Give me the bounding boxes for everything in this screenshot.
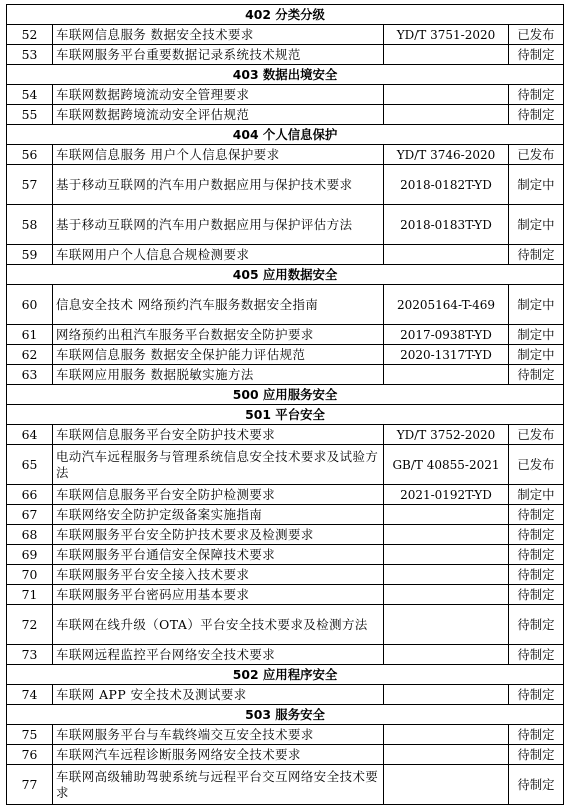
- standard-name: 车联网信息服务 用户个人信息保护要求: [53, 145, 384, 165]
- section-header-row: [7, 705, 564, 725]
- status-cell: 待制定: [509, 745, 564, 765]
- table-row: [7, 685, 564, 705]
- table-row: [7, 165, 564, 205]
- standard-name: 车联网高级辅助驾驶系统与远程平台交互网络安全技术要求: [53, 765, 384, 805]
- standard-code: [384, 725, 509, 745]
- section-header-row: [7, 5, 564, 25]
- row-number: 52: [7, 25, 53, 45]
- section-header-row: [7, 265, 564, 285]
- standard-code: [384, 525, 509, 545]
- standard-code: 2018-0182T-YD: [384, 165, 509, 205]
- table-row: [7, 645, 564, 665]
- table-row: [7, 365, 564, 385]
- status-cell: 待制定: [509, 565, 564, 585]
- section-title: 500 应用服务安全: [7, 385, 564, 405]
- standard-code: [384, 745, 509, 765]
- table-row: [7, 545, 564, 565]
- standard-code: [384, 45, 509, 65]
- row-number: 56: [7, 145, 53, 165]
- status-cell: 待制定: [509, 85, 564, 105]
- standard-name: 车联网信息服务 数据安全保护能力评估规范: [53, 345, 384, 365]
- table-row: [7, 45, 564, 65]
- row-number: 67: [7, 505, 53, 525]
- standard-name: 车联网用户个人信息合规检测要求: [53, 245, 384, 265]
- standard-code: [384, 685, 509, 705]
- row-number: 72: [7, 605, 53, 645]
- table-row: [7, 585, 564, 605]
- standard-code: YD/T 3751-2020: [384, 25, 509, 45]
- row-number: 60: [7, 285, 53, 325]
- row-number: 58: [7, 205, 53, 245]
- section-title: 501 平台安全: [7, 405, 564, 425]
- table-row: [7, 105, 564, 125]
- table-row: [7, 85, 564, 105]
- table-row: [7, 765, 564, 805]
- status-cell: 待制定: [509, 645, 564, 665]
- status-cell: 待制定: [509, 505, 564, 525]
- standard-code: [384, 245, 509, 265]
- row-number: 76: [7, 745, 53, 765]
- standard-code: [384, 505, 509, 525]
- table-row: [7, 485, 564, 505]
- status-cell: 已发布: [509, 425, 564, 445]
- status-cell: 已发布: [509, 25, 564, 45]
- table-row: [7, 245, 564, 265]
- table-row: [7, 605, 564, 645]
- status-cell: 待制定: [509, 545, 564, 565]
- standard-name: 车联网络安全防护定级备案实施指南: [53, 505, 384, 525]
- row-number: 53: [7, 45, 53, 65]
- row-number: 69: [7, 545, 53, 565]
- table-row: [7, 145, 564, 165]
- standard-code: [384, 105, 509, 125]
- standard-name: 车联网服务平台密码应用基本要求: [53, 585, 384, 605]
- status-cell: 制定中: [509, 165, 564, 205]
- section-header-row: [7, 665, 564, 685]
- standard-code: 2017-0938T-YD: [384, 325, 509, 345]
- standard-code: [384, 565, 509, 585]
- table-row: [7, 725, 564, 745]
- standard-code: [384, 545, 509, 565]
- table-row: [7, 425, 564, 445]
- standard-code: [384, 765, 509, 805]
- standard-code: 20205164-T-469: [384, 285, 509, 325]
- standard-name: 网络预约出租汽车服务平台数据安全防护要求: [53, 325, 384, 345]
- section-title: 503 服务安全: [7, 705, 564, 725]
- standard-name: 车联网数据跨境流动安全管理要求: [53, 85, 384, 105]
- standard-code: GB/T 40855-2021: [384, 445, 509, 485]
- row-number: 55: [7, 105, 53, 125]
- standard-name: 车联网 APP 安全技术及测试要求: [53, 685, 384, 705]
- row-number: 57: [7, 165, 53, 205]
- standards-table: [6, 4, 564, 805]
- standard-code: 2021-0192T-YD: [384, 485, 509, 505]
- standard-name: 车联网在线升级（OTA）平台安全技术要求及检测方法: [53, 605, 384, 645]
- row-number: 70: [7, 565, 53, 585]
- table-row: [7, 345, 564, 365]
- table-row: [7, 205, 564, 245]
- table-row: [7, 505, 564, 525]
- row-number: 64: [7, 425, 53, 445]
- status-cell: 待制定: [509, 365, 564, 385]
- section-title: 405 应用数据安全: [7, 265, 564, 285]
- row-number: 71: [7, 585, 53, 605]
- standard-name: 车联网服务平台安全防护技术要求及检测要求: [53, 525, 384, 545]
- status-cell: 待制定: [509, 245, 564, 265]
- status-cell: 待制定: [509, 105, 564, 125]
- standard-code: [384, 85, 509, 105]
- status-cell: 待制定: [509, 605, 564, 645]
- status-cell: 待制定: [509, 725, 564, 745]
- row-number: 59: [7, 245, 53, 265]
- standard-code: [384, 585, 509, 605]
- row-number: 68: [7, 525, 53, 545]
- standard-name: 车联网服务平台安全接入技术要求: [53, 565, 384, 585]
- section-title: 402 分类分级: [7, 5, 564, 25]
- standard-name: 车联网服务平台重要数据记录系统技术规范: [53, 45, 384, 65]
- row-number: 77: [7, 765, 53, 805]
- row-number: 75: [7, 725, 53, 745]
- row-number: 74: [7, 685, 53, 705]
- standard-name: 车联网服务平台与车载终端交互安全技术要求: [53, 725, 384, 745]
- status-cell: 待制定: [509, 685, 564, 705]
- status-cell: 已发布: [509, 145, 564, 165]
- status-cell: 制定中: [509, 345, 564, 365]
- standard-code: 2020-1317T-YD: [384, 345, 509, 365]
- table-row: [7, 525, 564, 545]
- standard-name: 车联网信息服务 数据安全技术要求: [53, 25, 384, 45]
- standard-code: [384, 645, 509, 665]
- table-row: [7, 745, 564, 765]
- section-header-row: [7, 405, 564, 425]
- standard-name: 车联网数据跨境流动安全评估规范: [53, 105, 384, 125]
- section-title: 502 应用程序安全: [7, 665, 564, 685]
- standard-name: 基于移动互联网的汽车用户数据应用与保护评估方法: [53, 205, 384, 245]
- standard-name: 车联网汽车远程诊断服务网络安全技术要求: [53, 745, 384, 765]
- table-row: [7, 445, 564, 485]
- standard-code: 2018-0183T-YD: [384, 205, 509, 245]
- standard-code: YD/T 3746-2020: [384, 145, 509, 165]
- status-cell: 制定中: [509, 485, 564, 505]
- status-cell: 待制定: [509, 585, 564, 605]
- section-header-row: [7, 65, 564, 85]
- standard-name: 车联网应用服务 数据脱敏实施方法: [53, 365, 384, 385]
- table-row: [7, 285, 564, 325]
- table-row: [7, 565, 564, 585]
- row-number: 65: [7, 445, 53, 485]
- section-header-row: [7, 125, 564, 145]
- standard-name: 信息安全技术 网络预约汽车服务数据安全指南: [53, 285, 384, 325]
- standard-name: 车联网服务平台通信安全保障技术要求: [53, 545, 384, 565]
- status-cell: 待制定: [509, 525, 564, 545]
- status-cell: 制定中: [509, 285, 564, 325]
- standard-name: 车联网远程监控平台网络安全技术要求: [53, 645, 384, 665]
- standards-table-body: [7, 5, 564, 805]
- table-row: [7, 25, 564, 45]
- standard-name: 基于移动互联网的汽车用户数据应用与保护技术要求: [53, 165, 384, 205]
- status-cell: 待制定: [509, 45, 564, 65]
- standard-code: [384, 365, 509, 385]
- standard-name: 电动汽车远程服务与管理系统信息安全技术要求及试验方法: [53, 445, 384, 485]
- standard-code: [384, 605, 509, 645]
- status-cell: 制定中: [509, 325, 564, 345]
- section-title: 404 个人信息保护: [7, 125, 564, 145]
- row-number: 73: [7, 645, 53, 665]
- section-title: 403 数据出境安全: [7, 65, 564, 85]
- row-number: 54: [7, 85, 53, 105]
- standard-name: 车联网信息服务平台安全防护技术要求: [53, 425, 384, 445]
- row-number: 61: [7, 325, 53, 345]
- status-cell: 制定中: [509, 205, 564, 245]
- standard-code: YD/T 3752-2020: [384, 425, 509, 445]
- row-number: 62: [7, 345, 53, 365]
- standard-name: 车联网信息服务平台安全防护检测要求: [53, 485, 384, 505]
- section-header-row: [7, 385, 564, 405]
- row-number: 66: [7, 485, 53, 505]
- status-cell: 待制定: [509, 765, 564, 805]
- table-row: [7, 325, 564, 345]
- row-number: 63: [7, 365, 53, 385]
- status-cell: 已发布: [509, 445, 564, 485]
